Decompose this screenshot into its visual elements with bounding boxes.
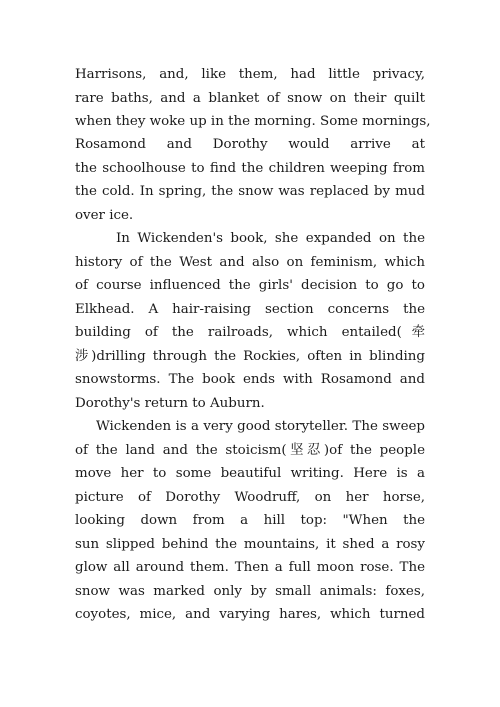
paragraph-3-line-1: Wickenden is a very good storyteller. The sweep: [96, 419, 425, 434]
paragraph-3-line-6: sun slipped behind the mountains, it shed a rosy: [75, 537, 425, 552]
paragraph-2-line-7: snowstorms. The book ends with Rosamond and: [75, 372, 425, 387]
paragraph-1-line-7: over ice.: [75, 208, 134, 223]
paragraph-3-line-4: picture of Dorothy Woodruff, on her horse,: [75, 490, 425, 505]
paragraph-1-line-4: Rosamond and Dorothy would arrive at: [75, 137, 425, 152]
paragraph-2-line-5: building of the railroads, which entailed(牵: [75, 325, 425, 340]
paragraph-3-line-5: looking down from a hill top: "When the: [75, 513, 425, 528]
paragraph-2-line-1: In Wickenden's book, she expanded on the: [116, 231, 425, 246]
paragraph-3-line-7: glow all around them. Then a full moon rose. The: [75, 560, 425, 575]
paragraph-3-line-9: coyotes, mice, and varying hares, which turned: [75, 607, 425, 622]
paragraph-2-line-2: history of the West and also on feminism, which: [75, 255, 425, 270]
paragraph-1-line-1: Harrisons, and, like them, had little privacy,: [75, 67, 425, 82]
paragraph-2-line-6: 涉)drilling through the Rockies, often in blinding: [75, 349, 425, 364]
paragraph-1-line-2: rare baths, and a blanket of snow on their quilt: [75, 91, 425, 106]
paragraph-2-line-4: Elkhead. A hair-raising section concerns the: [75, 302, 425, 317]
paragraph-1-line-6: the cold. In spring, the snow was replaced by mud: [75, 184, 425, 199]
paragraph-3-line-2: of the land and the stoicism(坚忍)of the people: [75, 443, 425, 458]
paragraph-2-line-3: of course influenced the girls' decision to go to: [75, 278, 425, 293]
paragraph-3-line-8: snow was marked only by small animals: foxes,: [75, 584, 425, 599]
paragraph-3-line-3: move her to some beautiful writing. Here is a: [75, 466, 425, 481]
paragraph-1-line-3: when they woke up in the morning. Some mornings,: [75, 114, 431, 129]
paragraph-1-line-5: the schoolhouse to find the children weeping from: [75, 161, 425, 176]
paragraph-2-line-8: Dorothy's return to Auburn.: [75, 396, 265, 411]
